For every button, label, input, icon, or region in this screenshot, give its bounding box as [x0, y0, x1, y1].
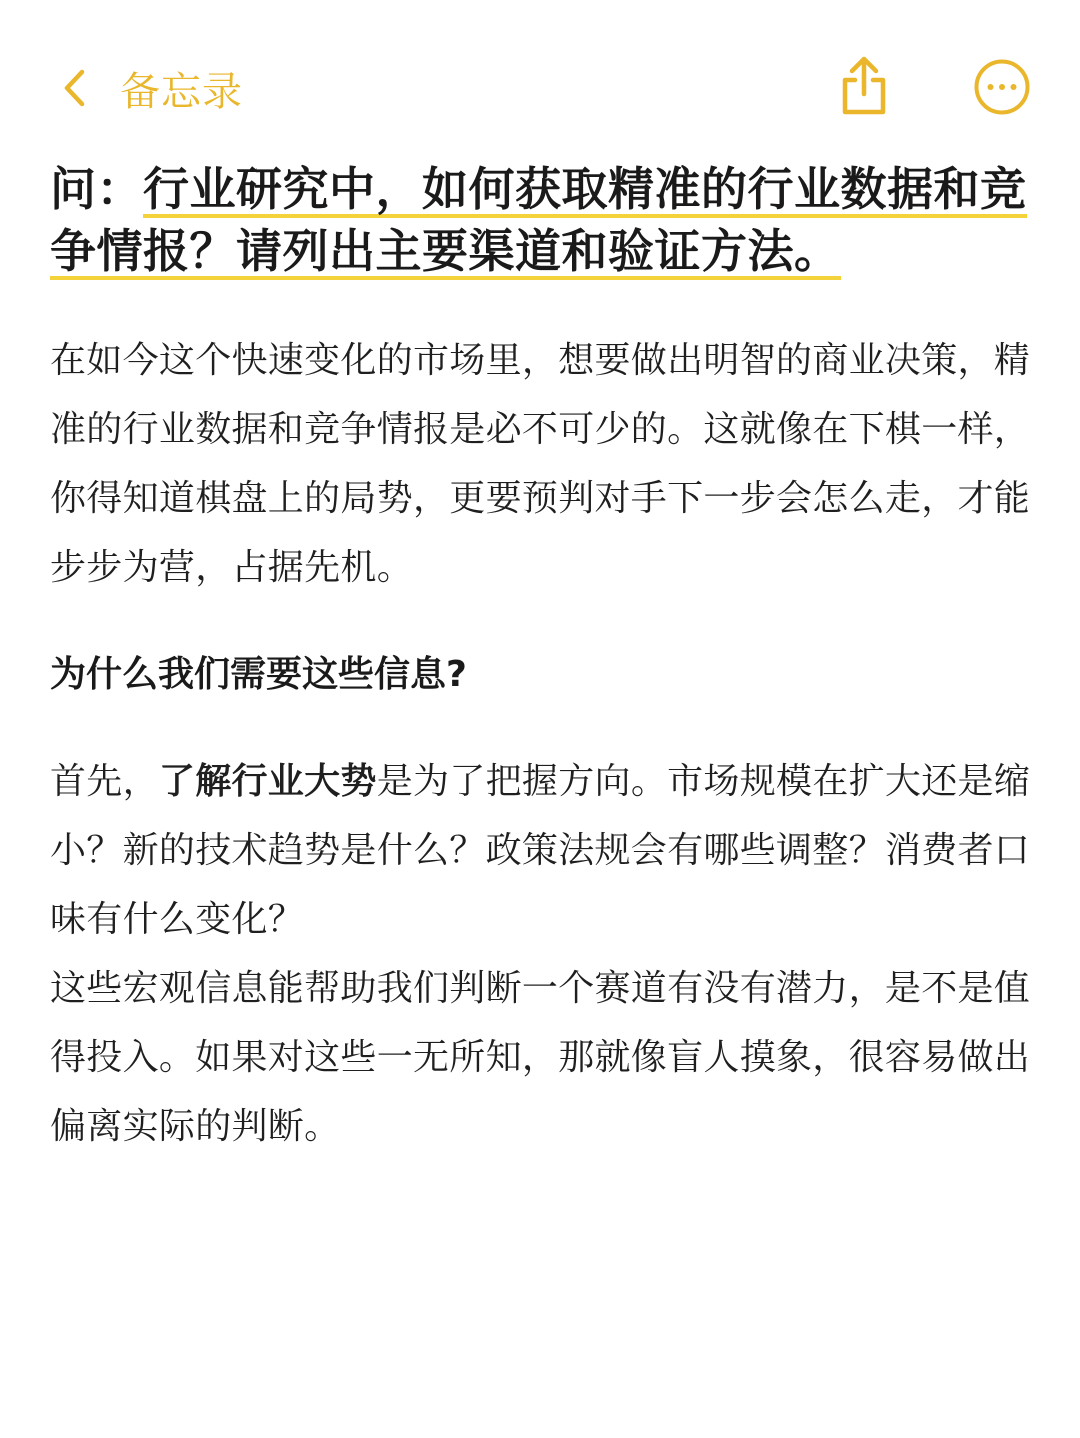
section-paragraph [50, 747, 1040, 954]
intro-paragraph: 在如今这个快速变化的市场里，想要做出明智的商业决策，精准的行业数据和竞争情报是必不可少的。这就像在下棋一样，你得知道棋盘上的局势，更要预判对手下一步会怎么走，才能步步为营，占据先机。 [50, 340, 1031, 588]
back-label: 备忘录 [120, 68, 243, 115]
share-icon [838, 56, 890, 116]
note-title [50, 158, 1040, 282]
section-heading: 为什么我们需要这些信息? [50, 654, 467, 695]
chevron-left-icon [62, 68, 86, 108]
note-body[interactable] [50, 158, 1040, 1161]
section-rest: 是为了把握方向。市场规模在扩大还是缩小？新的技术趋势是什么？政策法规会有哪些调整？消费者口味有什么变化？ [50, 761, 1031, 940]
back-button[interactable] [62, 58, 243, 118]
navigation-bar [0, 0, 1080, 170]
share-button[interactable] [838, 56, 890, 116]
more-horizontal-icon [973, 58, 1031, 116]
section-lead: 首先， [50, 761, 159, 802]
section-emphasis: 了解行业大势 [158, 761, 377, 802]
section-followup-paragraph: 这些宏观信息能帮助我们判断一个赛道有没有潜力，是不是值得投入。如果对这些一无所知，那就像盲人摸象，很容易做出偏离实际的判断。 [50, 968, 1031, 1147]
question-prefix: 问： [50, 162, 143, 216]
more-button[interactable] [973, 58, 1031, 116]
question-text: 行业研究中，如何获取精准的行业数据和竞争情报？请列出主要渠道和验证方法。 [50, 162, 1027, 282]
